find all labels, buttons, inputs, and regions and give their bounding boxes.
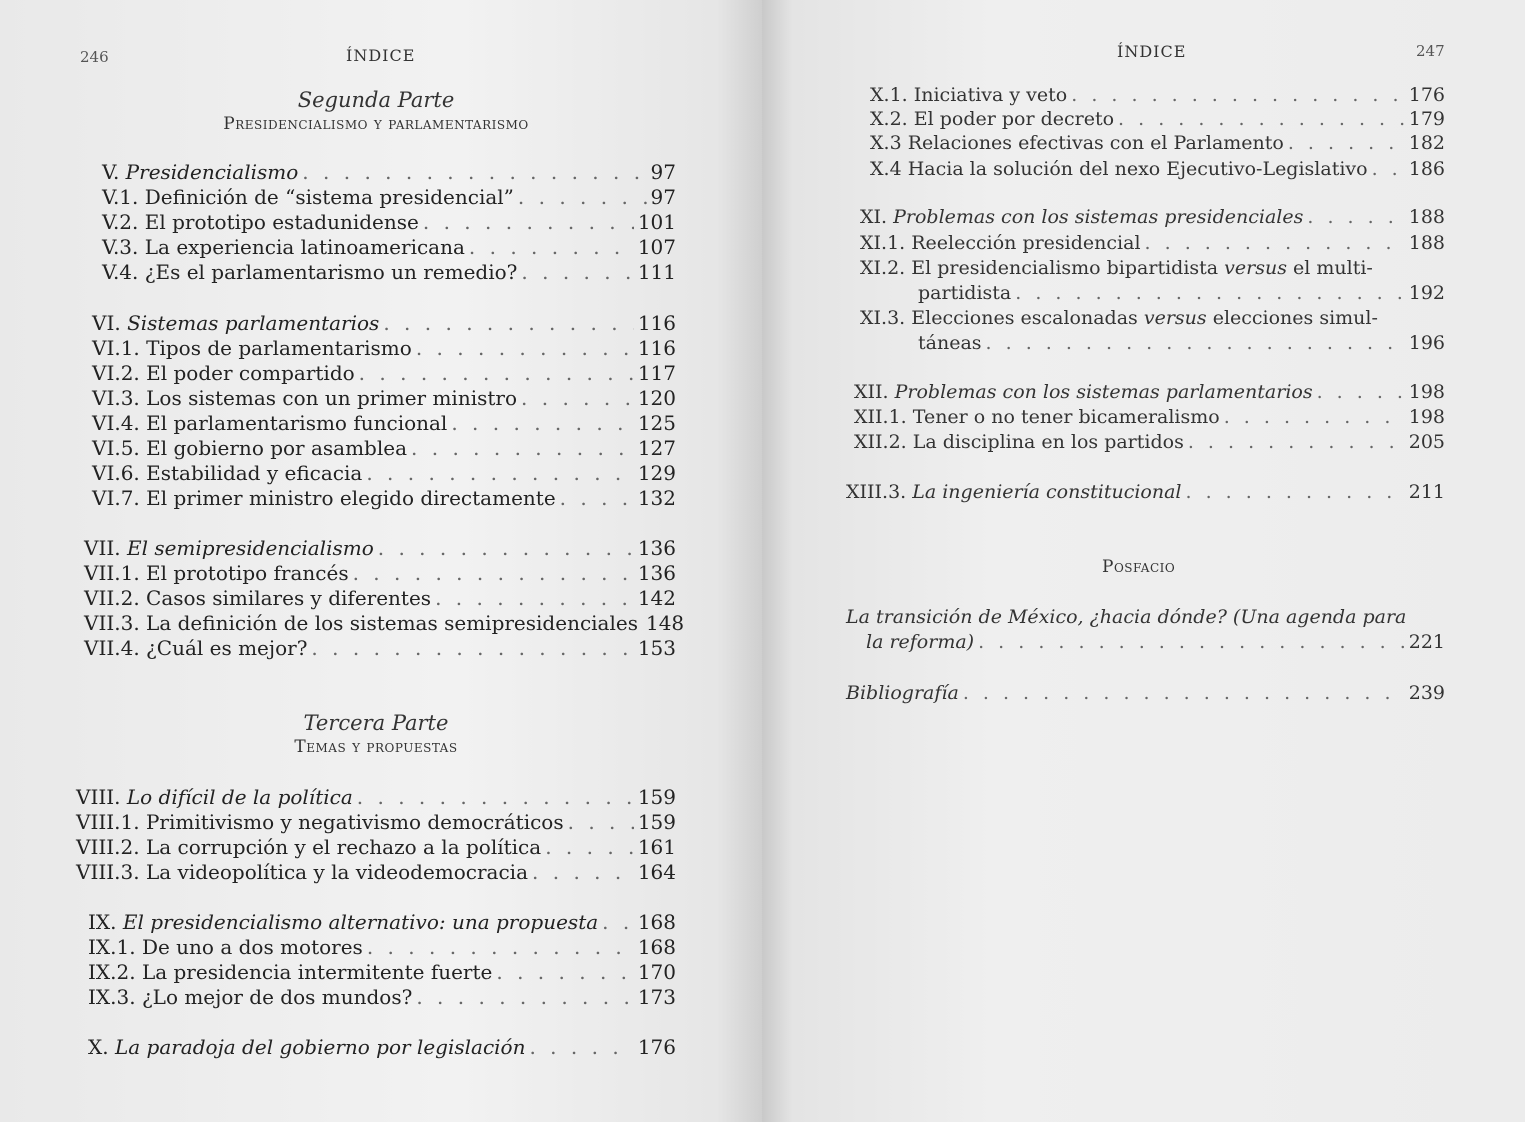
dot-leader [423, 210, 634, 235]
toc-entry [92, 386, 676, 411]
entry-page: 196 [1408, 332, 1445, 354]
entry-number: X.1. [870, 84, 914, 106]
toc-entry [84, 611, 685, 636]
entry-title: ¿Cuál es mejor? [146, 636, 308, 660]
entry-page: 159 [637, 785, 676, 809]
entry-number: VII.1. [84, 561, 147, 585]
entry-page: 176 [637, 1035, 676, 1059]
dot-leader [416, 336, 634, 361]
toc-entry [102, 260, 676, 285]
entry-title: La ingeniería constitucional [912, 481, 1182, 503]
entry-page: 182 [1408, 132, 1445, 154]
toc-entry [854, 430, 1445, 455]
entry-title-continued: partidista [918, 282, 1012, 304]
entry-page: 188 [1408, 206, 1445, 228]
entry-number: XI.2. [860, 257, 912, 279]
toc-entry [76, 860, 676, 885]
entry-page: 117 [637, 361, 676, 385]
entry-page: 127 [637, 436, 676, 460]
entry-page: 107 [637, 235, 676, 259]
entry-number: IX.1. [88, 935, 142, 959]
dot-leader [602, 910, 634, 935]
dot-leader [1186, 480, 1405, 505]
dot-leader [496, 960, 633, 985]
entry-title: Presidencialismo [125, 160, 299, 184]
entry-title-part: El presidencialismo bipartidista [911, 257, 1225, 279]
toc-entry [92, 336, 676, 361]
entry-number: VI.3. [92, 386, 147, 410]
entry-page: 142 [637, 586, 676, 610]
entry-number: VIII. [76, 785, 127, 809]
toc-entry [860, 205, 1445, 230]
entry-title: Relaciones efectivas con el Parlamento [907, 132, 1284, 154]
entry-title: El semipresidencialismo [126, 536, 374, 560]
entry-number: VI.1. [92, 336, 147, 360]
entry-page: 125 [637, 411, 676, 435]
entry-page: 239 [1408, 682, 1445, 704]
dot-leader [469, 235, 634, 260]
entry-number: VI.2. [92, 361, 147, 385]
left-page [0, 0, 762, 1122]
toc-entry [102, 160, 676, 185]
entry-number: XIII.3. [846, 481, 913, 503]
entry-page: 211 [1408, 481, 1445, 503]
toc-entry [84, 586, 676, 611]
toc-entry [860, 231, 1445, 256]
toc-entry [76, 785, 676, 810]
entry-title: La presidencia intermitente fuerte [141, 960, 493, 984]
entry-title: Problemas con los sistemas parlamentarios [894, 381, 1313, 403]
entry-title-part: Elecciones escalonadas [911, 307, 1144, 329]
entry-number: V.3. [102, 235, 145, 259]
entry-title: El primer ministro elegido directamente [146, 486, 556, 510]
toc-entry [92, 486, 676, 511]
entry-page: 111 [637, 260, 676, 284]
entry-title-italic: versus [1143, 307, 1207, 329]
entry-number: VII.2. [84, 586, 147, 610]
dot-leader [353, 561, 634, 586]
entry-page: 198 [1408, 406, 1445, 428]
entry-number: VI.5. [92, 436, 147, 460]
entry-title: El prototipo francés [146, 561, 349, 585]
entry-number: VI.4. [92, 411, 147, 435]
entry-title: Los sistemas con un primer ministro [146, 386, 518, 410]
entry-page: 186 [1408, 158, 1445, 180]
entry-number: X.2. [870, 108, 914, 130]
toc-entry [84, 561, 676, 586]
entry-title: Bibliografía [846, 682, 959, 704]
toc-entry [88, 935, 676, 960]
toc-entry-line1: La transición de México, ¿hacia dónde? (Una agenda para [846, 606, 1407, 628]
toc-entry [846, 480, 1445, 505]
entry-page: 168 [637, 910, 676, 934]
page-number-left: 246 [80, 48, 109, 66]
entry-title: De uno a dos motores [141, 935, 363, 959]
entry-number: VIII.2. [76, 835, 146, 859]
dot-leader [357, 785, 634, 810]
running-head-left: ÍNDICE [346, 46, 416, 65]
entry-title: Iniciativa y veto [913, 84, 1068, 106]
dot-leader [978, 630, 1405, 655]
toc-entry [870, 107, 1445, 132]
entry-title: ¿Lo mejor de dos mundos? [141, 985, 413, 1009]
dot-leader [411, 436, 634, 461]
dot-leader [435, 586, 634, 611]
dot-leader [378, 536, 634, 561]
toc-entry [76, 835, 676, 860]
entry-page: 176 [1408, 84, 1445, 106]
toc-entry [88, 1035, 676, 1060]
entry-number: X. [88, 1035, 115, 1059]
entry-number: VIII.3. [76, 860, 146, 884]
entry-title: Problemas con los sistemas presidenciales [893, 206, 1304, 228]
toc-entry [846, 681, 1445, 706]
toc-entry [102, 185, 676, 210]
entry-title: La paradoja del gobierno por legislación [114, 1035, 526, 1059]
entry-page: 116 [637, 311, 676, 335]
entry-page: 153 [637, 636, 676, 660]
dot-leader [560, 486, 634, 511]
entry-page: 192 [1408, 282, 1445, 304]
entry-number: IX.2. [88, 960, 142, 984]
entry-page: 129 [637, 461, 676, 485]
dot-leader [1015, 281, 1404, 306]
entry-page: 188 [1408, 232, 1445, 254]
posfacio-heading: Posfacio [1102, 557, 1176, 577]
dot-leader [518, 185, 647, 210]
entry-title: El gobierno por asamblea [146, 436, 408, 460]
entry-title: Lo difícil de la política [126, 785, 353, 809]
entry-title: Sistemas parlamentarios [127, 311, 380, 335]
entry-number: V.1. [102, 185, 145, 209]
entry-title: Definición de “sistema presidencial” [144, 185, 514, 209]
entry-number: VII.3. [84, 611, 147, 635]
entry-title-part: elecciones simul- [1206, 307, 1378, 329]
part-subtitle-segunda: Presidencialismo y parlamentarismo [223, 114, 529, 134]
dot-leader [1145, 231, 1405, 256]
entry-page: 97 [650, 160, 676, 184]
dot-leader [302, 160, 646, 185]
toc-entry [88, 985, 676, 1010]
toc-entry-line2 [866, 630, 1445, 655]
dot-leader [1372, 157, 1405, 182]
dot-leader [1307, 205, 1404, 230]
entry-number: X.3 [870, 132, 908, 154]
part-title-segunda: Segunda Parte [297, 88, 455, 112]
toc-entry [870, 157, 1445, 182]
entry-title: La experiencia latinoamericana [144, 235, 465, 259]
dot-leader [1224, 405, 1405, 430]
dot-leader [1188, 430, 1405, 455]
toc-entry [76, 810, 676, 835]
entry-title: La corrupción y el rechazo a la política [145, 835, 542, 859]
entry-title-continued: la reforma) [866, 631, 975, 653]
dot-leader [1317, 380, 1405, 405]
entry-title: Reelección presidencial [911, 232, 1141, 254]
toc-entry [92, 411, 676, 436]
dot-leader [521, 260, 633, 285]
entry-number: VI.6. [92, 461, 147, 485]
entry-title: El parlamentarismo funcional [146, 411, 448, 435]
dot-leader [986, 331, 1405, 356]
dot-leader [529, 1035, 633, 1060]
entry-title: La disciplina en los partidos [912, 431, 1184, 453]
entry-page: 159 [637, 810, 676, 834]
entry-number: VI. [92, 311, 128, 335]
toc-entry-line1 [860, 306, 1378, 331]
entry-number: X.4 [870, 158, 908, 180]
dot-leader [367, 935, 634, 960]
entry-title: Hacia la solución del nexo Ejecutivo-Legislativo [907, 158, 1368, 180]
toc-entry [870, 83, 1445, 108]
toc-entry-line2 [918, 331, 1445, 356]
toc-entry-line1 [860, 256, 1373, 281]
toc-entry [102, 210, 676, 235]
entry-title: Estabilidad y eficacia [146, 461, 363, 485]
dot-leader [532, 860, 634, 885]
toc-entry [102, 235, 676, 260]
toc-entry [92, 311, 676, 336]
entry-number: VI.7. [92, 486, 147, 510]
toc-entry [84, 536, 676, 561]
dot-leader [451, 411, 633, 436]
toc-entry [854, 405, 1445, 430]
entry-number: XII.2. [854, 431, 913, 453]
dot-leader [383, 311, 633, 336]
entry-number: XII.1. [854, 406, 913, 428]
entry-page: 101 [637, 210, 676, 234]
entry-title: El poder compartido [146, 361, 355, 385]
entry-page: 116 [637, 336, 676, 360]
entry-page: 148 [645, 611, 685, 635]
dot-leader [1288, 131, 1405, 156]
entry-page: 170 [637, 960, 676, 984]
entry-page: 205 [1408, 431, 1445, 453]
entry-number: VIII.1. [76, 810, 146, 834]
entry-number: V. [102, 160, 126, 184]
entry-title-part: el multi- [1286, 257, 1373, 279]
dot-leader [963, 681, 1405, 706]
toc-entry [92, 361, 676, 386]
running-head-right: ÍNDICE [1117, 42, 1187, 61]
entry-number: V.2. [102, 210, 145, 234]
toc-entry [88, 960, 676, 985]
toc-entry [84, 636, 676, 661]
entry-title: El poder por decreto [913, 108, 1115, 130]
toc-entry [870, 131, 1445, 156]
entry-number: XII. [854, 381, 895, 403]
dot-leader [521, 386, 634, 411]
entry-page: 120 [637, 386, 676, 410]
entry-page: 198 [1408, 381, 1445, 403]
entry-page: 97 [650, 185, 676, 209]
entry-title: ¿Es el parlamentarismo un remedio? [144, 260, 518, 284]
entry-number: VII.4. [84, 636, 147, 660]
entry-title: La videopolítica y la videodemocracia [145, 860, 529, 884]
entry-number: XI.3. [860, 307, 912, 329]
entry-page: 173 [637, 985, 676, 1009]
dot-leader [311, 636, 633, 661]
dot-leader [366, 461, 633, 486]
entry-page: 136 [637, 536, 676, 560]
entry-page: 221 [1408, 631, 1445, 653]
entry-page: 168 [637, 935, 676, 959]
entry-title: Tener o no tener bicameralismo [912, 406, 1220, 428]
entry-page: 179 [1408, 108, 1445, 130]
entry-title: La definición de los sistemas semipresidenciales [146, 611, 638, 635]
toc-entry-line2 [918, 281, 1445, 306]
dot-leader [545, 835, 634, 860]
entry-title: El presidencialismo alternativo: una propuesta [122, 910, 599, 934]
entry-number: XI.1. [860, 232, 912, 254]
entry-number: XI. [860, 206, 894, 228]
entry-page: 164 [637, 860, 676, 884]
toc-entry [92, 461, 676, 486]
entry-number: V.4. [102, 260, 145, 284]
toc-entry [88, 910, 676, 935]
dot-leader [1071, 83, 1404, 108]
page-number-right: 247 [1416, 42, 1445, 60]
dot-leader [359, 361, 634, 386]
entry-title: Primitivismo y negativismo democráticos [145, 810, 564, 834]
part-subtitle-tercera: Temas y propuestas [294, 737, 458, 757]
right-page [762, 0, 1525, 1122]
entry-title-continued: táneas [918, 332, 982, 354]
entry-title: Tipos de parlamentarismo [146, 336, 412, 360]
entry-number: IX. [88, 910, 123, 934]
entry-title: El prototipo estadunidense [144, 210, 419, 234]
entry-number: IX.3. [88, 985, 142, 1009]
dot-leader [1118, 107, 1405, 132]
entry-page: 132 [637, 486, 676, 510]
part-title-tercera: Tercera Parte [303, 711, 449, 735]
toc-entry [92, 436, 676, 461]
entry-page: 136 [637, 561, 676, 585]
toc-entry [854, 380, 1445, 405]
entry-page: 161 [637, 835, 676, 859]
entry-title-italic: versus [1224, 257, 1287, 279]
entry-number: VII. [84, 536, 127, 560]
dot-leader [416, 985, 633, 1010]
dot-leader [568, 810, 634, 835]
entry-title: Casos similares y diferentes [146, 586, 432, 610]
